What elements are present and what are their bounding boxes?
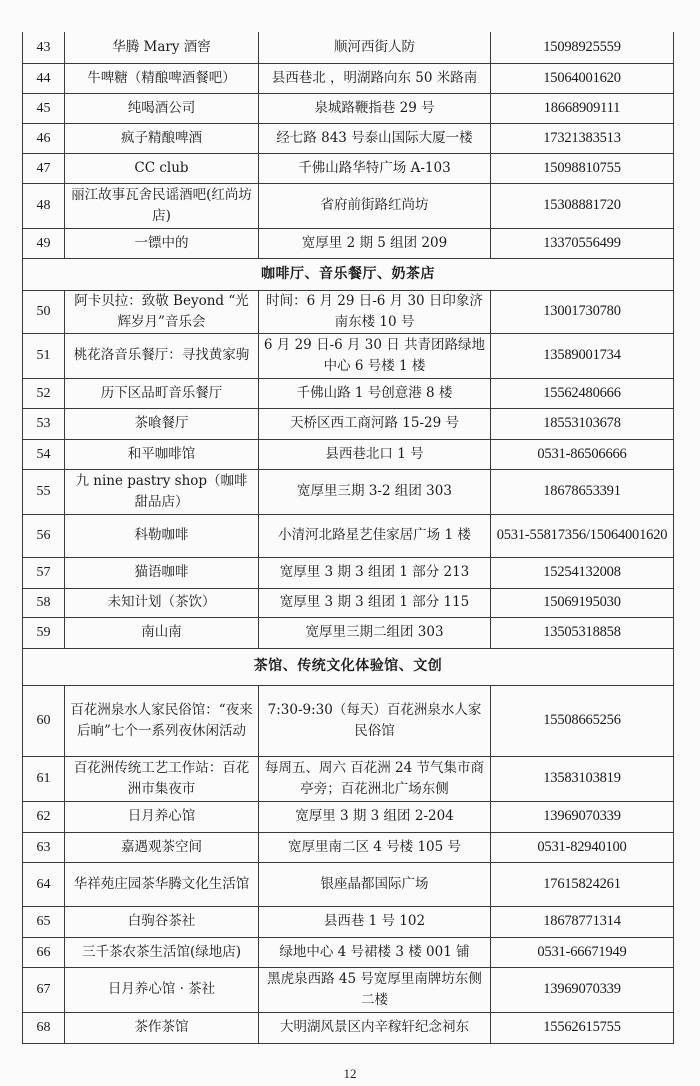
venue-name: 南山南 (65, 617, 259, 648)
venue-address: 6 月 29 日-6 月 30 日 共青团路绿地中心 6 号楼 1 楼 (259, 333, 491, 378)
venue-name: 一镖中的 (65, 228, 259, 258)
venue-address: 县西巷北 ，明湖路向东 50 米路南 (259, 63, 491, 93)
row-number: 48 (23, 183, 65, 228)
venue-name: CC club (65, 153, 259, 183)
table-row (23, 183, 674, 228)
row-number: 59 (23, 617, 65, 648)
venue-name: 牛啤糖（精酿啤酒餐吧） (65, 63, 259, 93)
venue-address: 宽厚里三期二组团 303 (259, 617, 491, 648)
venue-phone: 13505318858 (491, 617, 674, 648)
venue-name: 纯喝酒公司 (65, 93, 259, 123)
table-row (23, 1012, 674, 1043)
venue-phone: 15508665256 (491, 685, 674, 756)
venue-phone: 13969070339 (491, 967, 674, 1012)
venue-name: 华祥苑庄园茶华腾文化生活馆 (65, 862, 259, 906)
section-heading-row (23, 258, 674, 290)
venue-name: 日月养心馆 · 茶社 (65, 967, 259, 1012)
venue-table (22, 32, 674, 1044)
row-number: 60 (23, 685, 65, 756)
venue-phone: 17321383513 (491, 123, 674, 153)
venue-name: 未知计划（茶饮） (65, 588, 259, 617)
row-number: 50 (23, 290, 65, 333)
venue-phone: 18678653391 (491, 469, 674, 514)
row-number: 65 (23, 906, 65, 937)
table-row (23, 756, 674, 801)
venue-address: 经七路 843 号泰山国际大厦一楼 (259, 123, 491, 153)
venue-name: 疯子精酿啤酒 (65, 123, 259, 153)
venue-name: 丽江故事瓦舍民谣酒吧(红尚坊店) (65, 183, 259, 228)
row-number: 58 (23, 588, 65, 617)
section-heading: 茶馆、传统文化体验馆、文创 (23, 648, 674, 685)
venue-phone: 15562615755 (491, 1012, 674, 1043)
venue-address: 宽厚里 3 期 3 组团 1 部分 115 (259, 588, 491, 617)
row-number: 52 (23, 378, 65, 408)
venue-phone: 15308881720 (491, 183, 674, 228)
row-number: 57 (23, 557, 65, 588)
venue-name: 日月养心馆 (65, 801, 259, 832)
venue-address: 千佛山路 1 号创意港 8 楼 (259, 378, 491, 408)
row-number: 64 (23, 862, 65, 906)
table-row (23, 514, 674, 557)
table-row (23, 937, 674, 967)
venue-address: 宽厚里南二区 4 号楼 105 号 (259, 832, 491, 862)
venue-address: 大明湖风景区内辛稼轩纪念祠东 (259, 1012, 491, 1043)
venue-address: 县西巷北口 1 号 (259, 439, 491, 469)
table-row (23, 685, 674, 756)
row-number: 53 (23, 408, 65, 439)
row-number: 45 (23, 93, 65, 123)
venue-table-body (23, 32, 674, 1043)
venue-address: 银座晶都国际广场 (259, 862, 491, 906)
table-row (23, 378, 674, 408)
venue-phone: 15562480666 (491, 378, 674, 408)
venue-name: 桃花洛音乐餐厅：寻找黄家驹 (65, 333, 259, 378)
venue-address: 宽厚里三期 3-2 组团 303 (259, 469, 491, 514)
venue-address: 7:30-9:30（每天）百花洲泉水人家民俗馆 (259, 685, 491, 756)
table-row (23, 333, 674, 378)
row-number: 43 (23, 32, 65, 63)
venue-name: 科勒咖啡 (65, 514, 259, 557)
table-row (23, 862, 674, 906)
venue-address: 每周五、周六 百花洲 24 节气集市商亭旁；百花洲北广场东侧 (259, 756, 491, 801)
table-row (23, 439, 674, 469)
page-number: 12 (343, 1066, 357, 1081)
venue-phone: 0531-55817356/15064001620 (491, 514, 674, 557)
row-number: 51 (23, 333, 65, 378)
venue-phone: 13583103819 (491, 756, 674, 801)
venue-phone: 13589001734 (491, 333, 674, 378)
table-row (23, 967, 674, 1012)
table-row (23, 153, 674, 183)
venue-phone: 0531-66671949 (491, 937, 674, 967)
venue-name: 嘉遇观茶空间 (65, 832, 259, 862)
venue-address: 顺河西街人防 (259, 32, 491, 63)
row-number: 56 (23, 514, 65, 557)
venue-address: 黑虎泉西路 45 号宽厚里南牌坊东侧二楼 (259, 967, 491, 1012)
venue-name: 茶喰餐厅 (65, 408, 259, 439)
venue-phone: 15064001620 (491, 63, 674, 93)
venue-name: 华腾 Mary 酒窖 (65, 32, 259, 63)
table-row (23, 801, 674, 832)
venue-name: 百花洲泉水人家民俗馆：“夜来后晌”七个一系列夜休闲活动 (65, 685, 259, 756)
table-row (23, 123, 674, 153)
venue-address: 天桥区西工商河路 15-29 号 (259, 408, 491, 439)
venue-address: 宽厚里 3 期 3 组团 2-204 (259, 801, 491, 832)
table-row (23, 906, 674, 937)
row-number: 63 (23, 832, 65, 862)
venue-phone: 0531-86506666 (491, 439, 674, 469)
venue-name: 阿卡贝拉：致敬 Beyond “光辉岁月”音乐会 (65, 290, 259, 333)
venue-address: 宽厚里 3 期 3 组团 1 部分 213 (259, 557, 491, 588)
venue-phone: 18668909111 (491, 93, 674, 123)
venue-name: 和平咖啡馆 (65, 439, 259, 469)
section-heading: 咖啡厅、音乐餐厅、奶茶店 (23, 258, 674, 290)
venue-address: 县西巷 1 号 102 (259, 906, 491, 937)
table-row (23, 469, 674, 514)
row-number: 68 (23, 1012, 65, 1043)
row-number: 46 (23, 123, 65, 153)
venue-address: 小清河北路星艺佳家居广场 1 楼 (259, 514, 491, 557)
venue-name: 历下区品町音乐餐厅 (65, 378, 259, 408)
venue-phone: 18553103678 (491, 408, 674, 439)
venue-name: 猫语咖啡 (65, 557, 259, 588)
table-row (23, 832, 674, 862)
venue-name: 白驹谷茶社 (65, 906, 259, 937)
table-row (23, 408, 674, 439)
venue-phone: 15069195030 (491, 588, 674, 617)
venue-phone: 0531-82940100 (491, 832, 674, 862)
row-number: 55 (23, 469, 65, 514)
venue-phone: 13969070339 (491, 801, 674, 832)
row-number: 67 (23, 967, 65, 1012)
venue-phone: 13370556499 (491, 228, 674, 258)
row-number: 66 (23, 937, 65, 967)
row-number: 47 (23, 153, 65, 183)
table-row (23, 557, 674, 588)
venue-phone: 18678771314 (491, 906, 674, 937)
table-row (23, 32, 674, 63)
venue-name: 九 nine pastry shop（咖啡甜品店） (65, 469, 259, 514)
venue-phone: 17615824261 (491, 862, 674, 906)
row-number: 49 (23, 228, 65, 258)
row-number: 61 (23, 756, 65, 801)
row-number: 54 (23, 439, 65, 469)
row-number: 62 (23, 801, 65, 832)
venue-address: 绿地中心 4 号裙楼 3 楼 001 铺 (259, 937, 491, 967)
table-row (23, 93, 674, 123)
venue-name: 茶作茶馆 (65, 1012, 259, 1043)
venue-name: 三千茶农茶生活馆(绿地店) (65, 937, 259, 967)
venue-address: 泉城路鞭指巷 29 号 (259, 93, 491, 123)
table-row (23, 63, 674, 93)
venue-phone: 15254132008 (491, 557, 674, 588)
table-row (23, 588, 674, 617)
venue-address: 省府前街路红尚坊 (259, 183, 491, 228)
venue-name: 百花洲传统工艺工作站：百花洲市集夜市 (65, 756, 259, 801)
venue-phone: 15098925559 (491, 32, 674, 63)
table-row (23, 228, 674, 258)
section-heading-row (23, 648, 674, 685)
row-number: 44 (23, 63, 65, 93)
venue-address: 时间：6 月 29 日-6 月 30 日印象济南东楼 10 号 (259, 290, 491, 333)
venue-address: 宽厚里 2 期 5 组团 209 (259, 228, 491, 258)
table-row (23, 617, 674, 648)
table-row (23, 290, 674, 333)
venue-phone: 15098810755 (491, 153, 674, 183)
venue-phone: 13001730780 (491, 290, 674, 333)
venue-address: 千佛山路华特广场 A-103 (259, 153, 491, 183)
